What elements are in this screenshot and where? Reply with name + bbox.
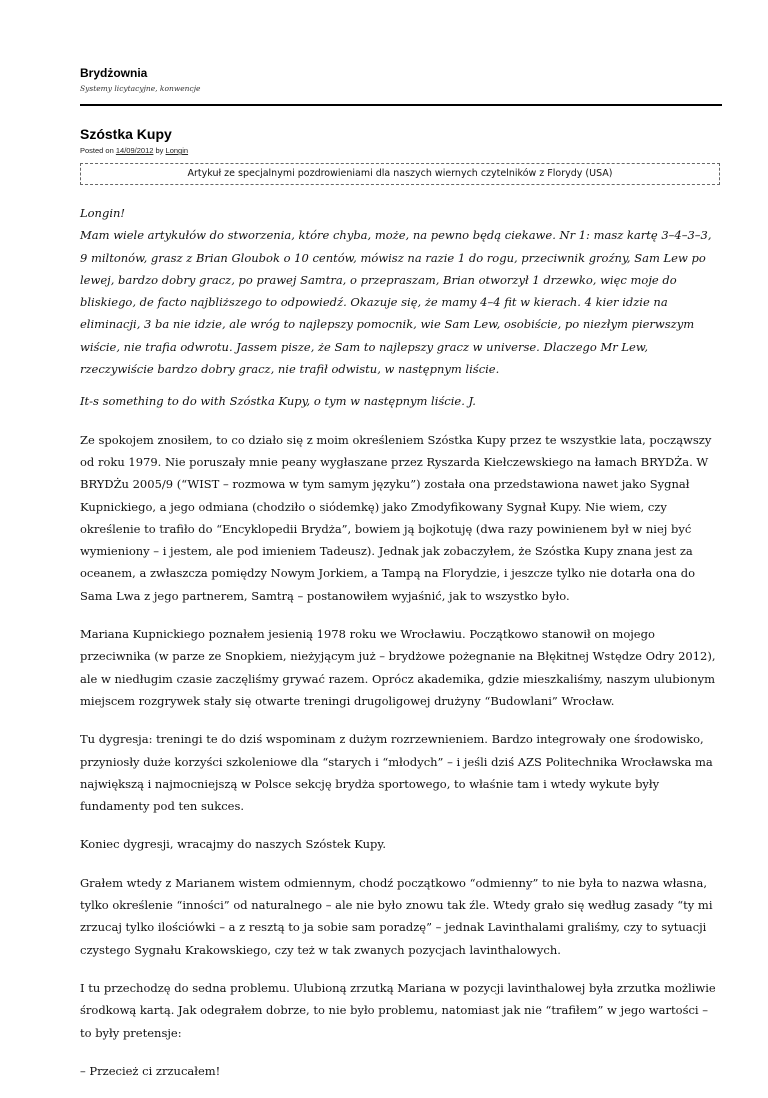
author-link[interactable]: Longin [165, 146, 189, 155]
letter-signature-paragraph: It-s something to do with Szóstka Kupy, o tym w następnym liście. J. [80, 394, 476, 409]
body-paragraph: Koniec dygresji, wracajmy do naszych Szóstek Kupy. [80, 837, 386, 852]
body-paragraph: Ze spokojem znosiłem, to co działo się z moim określeniem Szóstka Kupy przez te wszystkie lata, począwszy od roku 1979. Nie poruszały mnie peany wygłaszane przez Ryszarda Kiełczewskiego na łamach BRYDŻa. W BRYDŻu 2005/9 (“WIST – rozmowa w tym samym języku”) została ona przedstawiona nawet jako Sygnał Kupnickiego, a jego odmiana (chodziło o siódemkę) jako Zmodyfikowany Sygnał Kupy. Nie wiem, czy określenie to trafiło do “Encyklopedii Brydża”, bowiem ją bojkotuję (dwa razy powinienem był w niej być wymieniony – i jestem, ale pod imieniem Tadeusz). Jednak jak zobaczyłem, że Szóstka Kupy znana jest za oceanem, a zwłaszcza pomiędzy Nowym Jorkiem, a Tampą na Florydzie, i jeszcze tylko nie dotarła ona do Sama Lwa z jego partnerem, Samtrą – postanowiłem wyjaśnić, jak to wszystko było. [80, 432, 712, 603]
body-paragraph: Grałem wtedy z Marianem wistem odmiennym, chodź początkowo “odmienny” to nie była to nazwa własna, tylko określenie “inności” od naturalnego – ale nie było znowu tak źle. Wtedy grało się według zasady “ty mi zrzucaj tylko ilościówki – a z resztą to ja sobie sam poradzę” – jednak Lavinthalami graliśmy, czy to sytuacji czystego Sygnału Krakowskiego, czy też w tak zwanych pozycjach lavinthalowych. [80, 875, 713, 957]
body-paragraph: – Przecież ci zrzucałem! [80, 1063, 221, 1078]
post-title: Szóstka Kupy [80, 126, 172, 142]
posted-on-label: Posted on [80, 146, 114, 155]
post-date-link[interactable]: 14/09/2012 [115, 146, 154, 155]
body-paragraph: I tu przechodzę do sedna problemu. Ulubioną zrzutką Mariana w pozycji lavinthalowej była zrzutka możliwie środkową kartą. Jak odegrałem dobrze, to nie było problemu, natomiast jak nie “trafiłem” w jego wartości – to były pretensje: [80, 980, 716, 1040]
body-paragraph: Tu dygresja: treningi te do dziś wspominam z dużym rozrzewnieniem. Bardzo integrowały one środowisko, przyniosły duże korzyści szkoleniowe dla “starych i “młodych” – i jeśli dziś AZS Politechnika Wrocławska ma największą i najmocniejszą w Polsce sekcję brydża sportowego, to właśnie tam i wtedy wykute były fundamenty pod ten sukces. [80, 732, 713, 814]
letter-paragraph: Longin! Mam wiele artykułów do stworzenia, które chyba, może, na pewno będą ciekawe. Nr 1: masz kartę 3–4–3–3, 9 miltonów, grasz z Brian Gloubok o 10 centów, mówisz na razie 1 do rogu, przeciwnik groźny, Sam Lew po lewej, bardzo dobry gracz, po prawej Samtra, o przepraszam, Brian otworzył 1 drzewko, więc moje do bliskiego, de facto najbliższego to odpowiedź. Okazuje się, że mamy 4–4 fit w kierach. 4 kier idzie na eliminacji, 3 ba nie idzie, ale wróg to najlepszy pomocnik, wie Sam Lew, osobiście, po niezłym pierwszym wiście, nie trafia odwrotu. Jassem pisze, że Sam to najlepszy gracz w universe. Dlaczego Mr Lew, rzeczywiście bardzo dobry gracz, nie trafił odwistu, w następnym liście. [80, 206, 712, 377]
post-meta [80, 146, 188, 155]
post-content [80, 202, 722, 1098]
dedication-notice: Artykuł ze specjalnymi pozdrowieniami dla naszych wiernych czytelników z Florydy (USA) [80, 163, 720, 185]
header-divider [80, 104, 722, 106]
body-paragraph: Mariana Kupnickiego poznałem jesienią 1978 roku we Wrocławiu. Początkowo stanowił on mojego przeciwnika (w parze ze Snopkiem, nieżyjącym już – brydżowe pożegnanie na Błękitnej Wstędze Odry 2012), ale w niedługim czasie zaczęliśmy grywać razem. Oprócz akademika, gdzie mieszkaliśmy, naszym ulubionym miejscem rozgrywek stały się otwarte treningi drugoligowej drużyny “Budowlani” Wrocław. [80, 627, 716, 708]
site-description: Systemy licytacyjne, konwencje [80, 84, 201, 93]
by-label: by [155, 146, 164, 155]
site-title[interactable]: Brydżownia [80, 66, 148, 80]
